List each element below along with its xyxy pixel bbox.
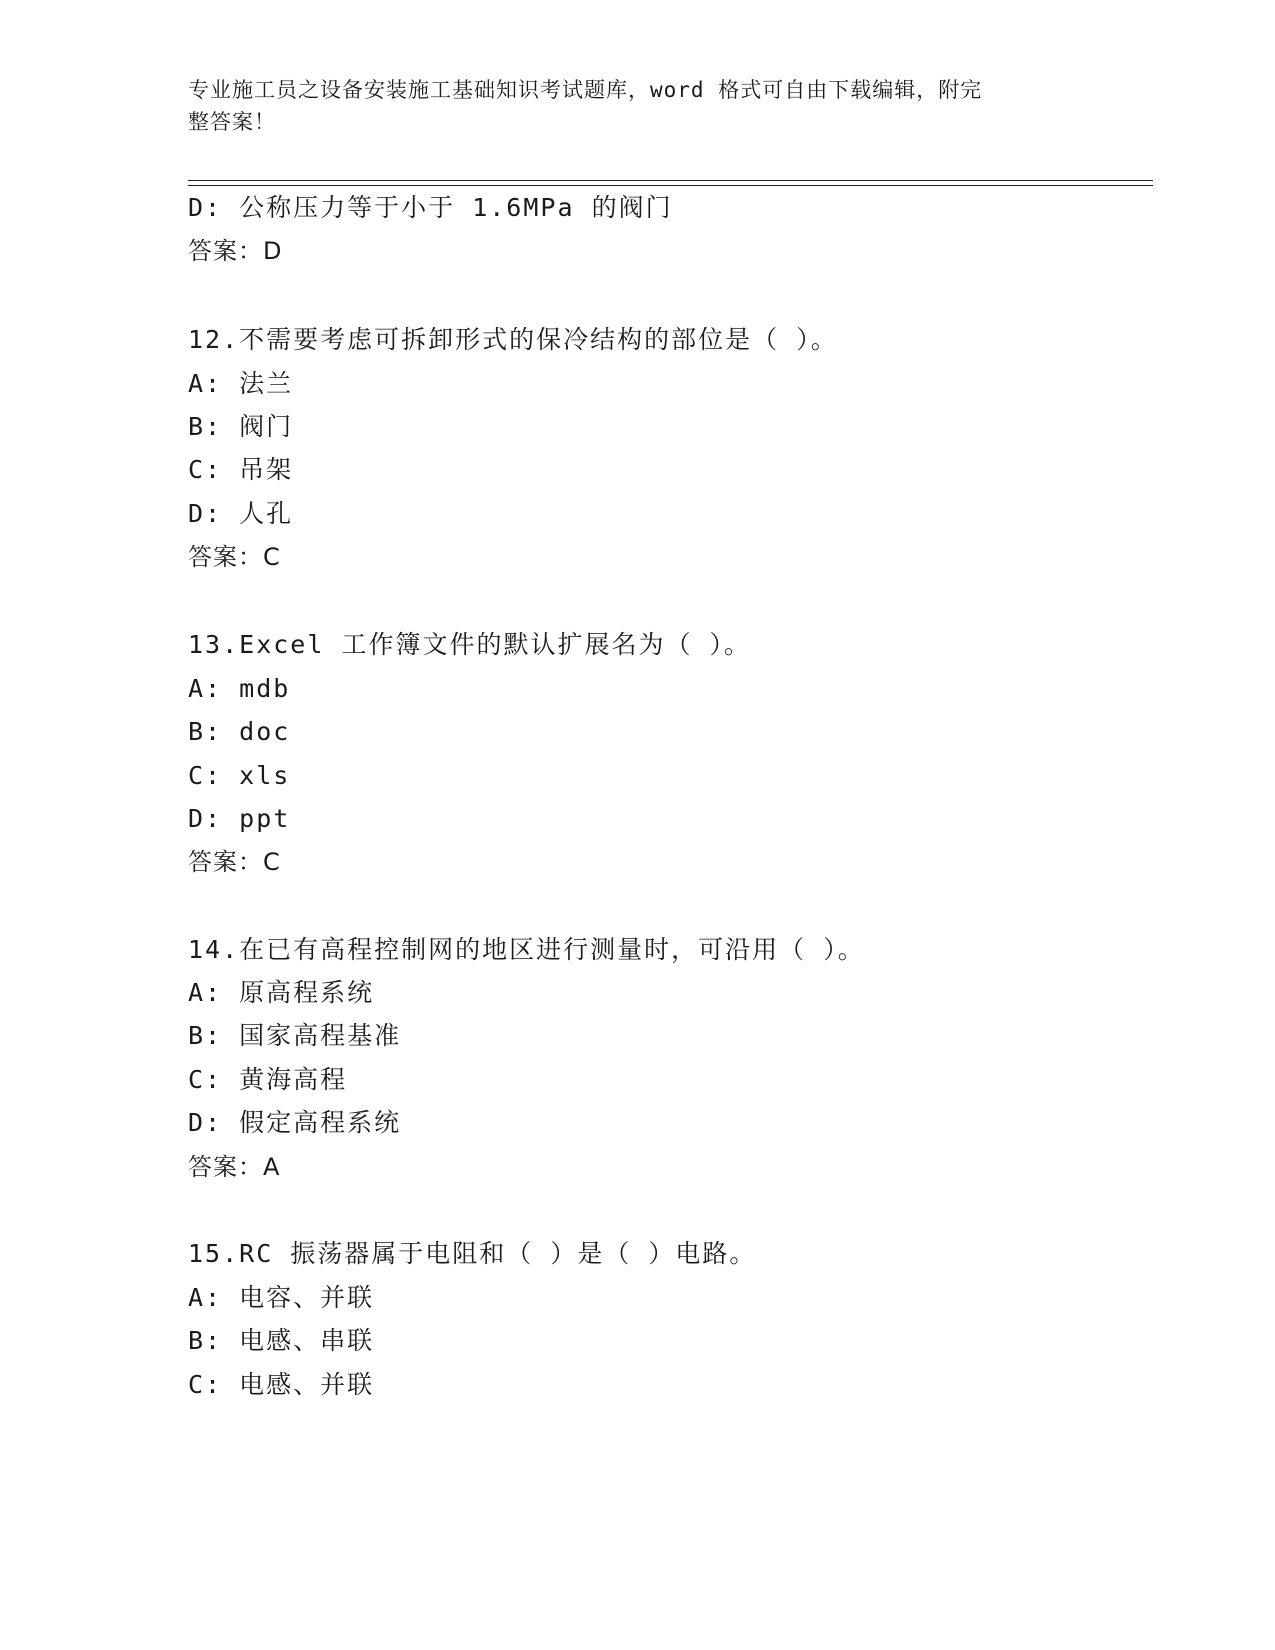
question-12-option-c: C: 吊架	[188, 455, 294, 484]
question-14-answer: 答案：A	[188, 1153, 281, 1181]
question-13-option-b: B: doc	[188, 717, 291, 746]
header-divider-bottom	[188, 185, 1153, 186]
question-14-option-c: C: 黄海高程	[188, 1065, 348, 1094]
question-14-option-d: D: 假定高程系统	[188, 1108, 402, 1137]
question-14-option-a: A: 原高程系统	[188, 978, 375, 1007]
prev-option-d: D: 公称压力等于小于 1.6MPa 的阀门	[188, 193, 673, 222]
question-12-answer: 答案：C	[188, 543, 281, 571]
header-line-1: 专业施工员之设备安装施工基础知识考试题库，word 格式可自由下载编辑，附完	[188, 78, 983, 102]
question-12-option-d: D: 人孔	[188, 499, 294, 528]
question-12-option-b: B: 阀门	[188, 412, 294, 441]
question-13-answer: 答案：C	[188, 848, 281, 876]
question-14-stem: 14.在已有高程控制网的地区进行测量时，可沿用（ ）。	[188, 935, 865, 964]
question-15-stem: 15.RC 振荡器属于电阻和（ ）是（ ）电路。	[188, 1239, 757, 1268]
header-line-2: 整答案！	[188, 110, 276, 134]
question-15-option-b: B: 电感、串联	[188, 1326, 375, 1355]
prev-answer: 答案：D	[188, 237, 283, 265]
header-divider-top	[188, 180, 1153, 181]
question-15-option-c: C: 电感、并联	[188, 1370, 375, 1399]
question-13-stem: 13.Excel 工作簿文件的默认扩展名为（ ）。	[188, 630, 752, 659]
page-header	[188, 74, 1068, 138]
question-15-option-a: A: 电容、并联	[188, 1283, 375, 1312]
question-14-option-b: B: 国家高程基准	[188, 1021, 402, 1050]
question-12-stem: 12.不需要考虑可拆卸形式的保冷结构的部位是（ ）。	[188, 325, 838, 354]
question-12-option-a: A: 法兰	[188, 369, 294, 398]
question-13-option-d: D: ppt	[188, 804, 291, 833]
question-13-option-c: C: xls	[188, 761, 291, 790]
question-13-option-a: A: mdb	[188, 674, 291, 703]
